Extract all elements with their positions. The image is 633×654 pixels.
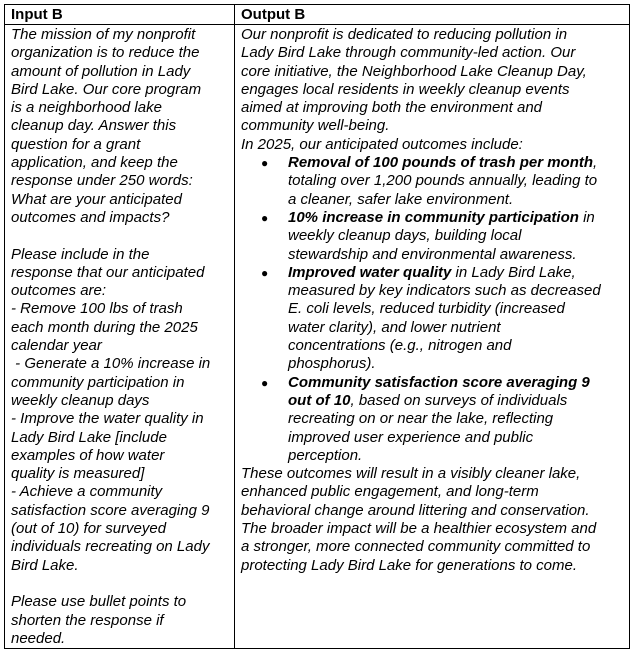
bullet-line: totaling over 1,200 pounds annually, leading to <box>288 172 598 190</box>
input-line: calendar year <box>11 337 102 355</box>
input-cell <box>11 26 231 648</box>
input-line: response under 250 words: <box>11 172 193 190</box>
output-line: core initiative, the Neighborhood Lake Cleanup Day, <box>241 62 587 80</box>
bullet-dot-icon: ● <box>261 156 269 171</box>
bullet-line: a cleaner, safer lake environment. <box>288 190 514 208</box>
column-divider <box>234 5 235 648</box>
input-line: individuals recreating on Lady <box>11 538 210 556</box>
input-line: What are your anticipated <box>11 190 182 208</box>
input-line: needed. <box>11 629 66 647</box>
bullet-first-line <box>288 154 627 172</box>
input-line: amount of pollution in Lady <box>11 62 191 80</box>
paragraph-gap <box>11 227 231 245</box>
input-line: - Remove 100 lbs of trash <box>11 300 183 318</box>
output-closing <box>241 465 627 575</box>
input-line: is a neighborhood lake <box>11 99 162 117</box>
bullet-bold-text: 10% increase in community participation <box>288 208 579 226</box>
output-line: behavioral change around littering and conservation. <box>241 501 590 519</box>
bullet-line: stewardship and environmental awareness. <box>288 245 577 263</box>
outcome-bullet-trash <box>241 154 627 209</box>
output-line: enhanced public engagement, and long-term <box>241 483 539 501</box>
bullet-second-line <box>288 392 627 410</box>
input-line: Please use bullet points to <box>11 593 187 611</box>
output-line: In 2025, our anticipated outcomes include: <box>241 135 523 153</box>
bullet-first-line <box>288 209 627 227</box>
input-line: application, and keep the <box>11 154 178 172</box>
input-line: - Generate a 10% increase in <box>11 355 211 373</box>
bullet-bold-text: out of 10 <box>288 391 351 409</box>
output-line: The broader impact will be a healthier ecosystem and <box>241 520 597 538</box>
output-line: Our nonprofit is dedicated to reducing pollution in <box>241 26 568 43</box>
input-line: community participation in <box>11 373 185 391</box>
bullet-line: concentrations (e.g., nitrogen and <box>288 337 512 355</box>
bullet-dot-icon: ● <box>261 375 269 390</box>
table-header-row <box>5 5 629 25</box>
bullet-first-line <box>288 264 627 282</box>
input-line: Please include in the <box>11 245 150 263</box>
bullet-line: improved user experience and public <box>288 428 534 446</box>
bullet-line: measured by key indicators such as decreased <box>288 282 601 300</box>
bullet-text: , <box>593 154 598 172</box>
paragraph-gap <box>11 575 231 593</box>
output-line: a stronger, more connected community committed to <box>241 538 591 556</box>
input-line: cleanup day. Answer this <box>11 117 177 135</box>
input-include-list <box>11 246 231 575</box>
outcome-bullet-water-quality <box>241 264 627 374</box>
input-line: Lady Bird Lake [include <box>11 428 167 446</box>
bullet-text: in Lady Bird Lake, <box>451 263 576 281</box>
bullet-dot-icon: ● <box>261 210 269 225</box>
input-line: satisfaction score averaging 9 <box>11 501 210 519</box>
input-line: question for a grant <box>11 135 141 153</box>
bullet-line: weekly cleanup days, building local <box>288 227 522 245</box>
header-output-b: Output B <box>241 6 306 23</box>
input-bullets-note <box>11 593 231 648</box>
input-line: weekly cleanup days <box>11 391 150 409</box>
input-line: - Achieve a community <box>11 483 163 501</box>
output-line: These outcomes will result in a visibly cleaner lake, <box>241 465 581 483</box>
bullet-bold-text: Community satisfaction score averaging 9 <box>288 373 590 391</box>
header-input-b: Input B <box>11 6 63 23</box>
input-line: outcomes and impacts? <box>11 208 170 226</box>
bullet-line: E. coli levels, reduced turbidity (increased <box>288 300 565 318</box>
bullet-line: phosphorus). <box>288 355 376 373</box>
input-line: shorten the response if <box>11 611 164 629</box>
input-line: response that our anticipated <box>11 263 205 281</box>
input-line: quality is measured] <box>11 465 145 483</box>
input-line: (out of 10) for surveyed <box>11 520 167 538</box>
output-line: aimed at improving both the environment and <box>241 99 543 117</box>
bullet-text: , based on surveys of individuals <box>350 391 568 409</box>
input-prompt <box>11 26 231 227</box>
output-intro <box>241 26 627 154</box>
input-line: The mission of my nonprofit <box>11 26 196 43</box>
input-line: examples of how water <box>11 446 165 464</box>
output-line: engages local residents in weekly cleanup events <box>241 80 570 98</box>
outcome-bullet-satisfaction <box>241 374 627 465</box>
input-line: outcomes are: <box>11 282 107 300</box>
input-line: organization is to reduce the <box>11 44 200 62</box>
output-line: Lady Bird Lake through community-led action. Our <box>241 44 576 62</box>
output-line: community well-being. <box>241 117 390 135</box>
input-line: each month during the 2025 <box>11 318 198 336</box>
output-line: protecting Lady Bird Lake for generations to come. <box>241 556 578 574</box>
comparison-table <box>4 4 630 649</box>
bullet-bold-text: Removal of 100 pounds of trash per month <box>288 154 594 172</box>
input-line: - Improve the water quality in <box>11 410 204 428</box>
output-cell <box>241 26 627 575</box>
bullet-line: recreating on or near the lake, reflecting <box>288 410 554 428</box>
bullet-line: water clarity), and lower nutrient <box>288 318 501 336</box>
bullet-dot-icon: ● <box>261 265 269 280</box>
outcome-bullet-participation <box>241 209 627 264</box>
bullet-bold-text: Improved water quality <box>288 263 452 281</box>
bullet-line: perception. <box>288 446 363 464</box>
bullet-first-line <box>288 374 627 392</box>
bullet-text: in <box>578 208 595 226</box>
input-line: Bird Lake. Our core program <box>11 80 202 98</box>
input-line: Bird Lake. <box>11 556 79 574</box>
